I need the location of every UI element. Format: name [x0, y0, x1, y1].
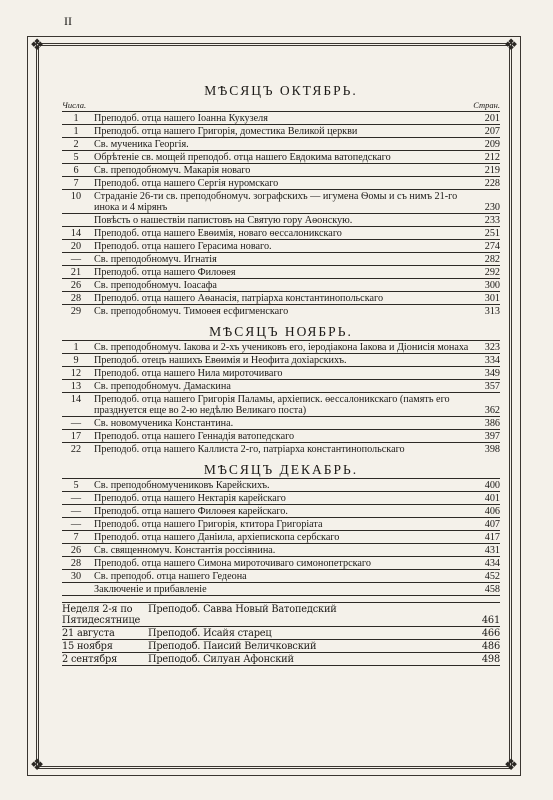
corner-ornament-icon: ❖: [29, 37, 45, 54]
entry-date: 21: [70, 266, 82, 278]
entry-date: 1: [73, 112, 79, 124]
entry-page: 233: [484, 214, 500, 226]
entry-page: 300: [484, 279, 500, 291]
entry-date: 20: [70, 240, 82, 252]
entry-date: 29: [70, 305, 82, 317]
toc-entry: [62, 124, 500, 137]
toc-entry: [62, 239, 500, 252]
entry-page: 209: [484, 138, 500, 150]
entry-page: 274: [484, 240, 500, 252]
entry-title: Преподоб. отца нашего Филоѳея: [94, 266, 236, 278]
entry-date: 30: [70, 570, 82, 582]
column-header-pages: Стран.: [473, 100, 500, 110]
entry-title: Св. преподоб. отца нашего Гедеона: [94, 570, 247, 582]
entry-title: Св. мученика Георгія.: [94, 138, 189, 150]
corner-ornament-icon: ❖: [503, 37, 519, 54]
toc-entry: [62, 353, 500, 366]
entry-title: Преподоб. отца нашего Герасима новаго.: [94, 240, 272, 252]
toc-entry: [62, 442, 500, 455]
entry-page: 251: [484, 227, 500, 239]
toc-entry: [62, 189, 500, 213]
appendix-title: Преподоб. Исайя старец: [148, 627, 272, 639]
toc-entry: [62, 150, 500, 163]
entry-date: —: [70, 505, 82, 517]
month-title: МѢСЯЦЪ НОЯБРЬ.: [209, 324, 353, 339]
appendix-page: 498: [481, 653, 500, 665]
entry-date: 10: [70, 190, 82, 202]
appendix-entry: [62, 652, 500, 666]
entry-date: 7: [73, 531, 79, 543]
toc-entry: [62, 252, 500, 265]
entry-date: 28: [70, 557, 82, 569]
entry-page: 349: [484, 367, 500, 379]
toc-entry: [62, 517, 500, 530]
toc-entry: [62, 569, 500, 582]
table-of-contents: [62, 82, 500, 666]
entry-page: 212: [484, 151, 500, 163]
toc-entry: [62, 137, 500, 150]
corner-ornament-icon: ❖: [29, 757, 45, 774]
toc-entry: [62, 379, 500, 392]
appendix-date: 21 августа: [62, 627, 115, 639]
entry-page: 313: [484, 305, 500, 317]
entry-title: Преподоб. отца нашего Нила мироточиваго: [94, 367, 283, 379]
entry-title: Св. преподобномуч. Дамаскина: [94, 380, 231, 392]
entry-page: 401: [484, 492, 500, 504]
toc-entry: [62, 504, 500, 517]
entry-title: Преподоб. отецъ нашихъ Евѳимія и Неофита дохіарскихъ.: [94, 354, 347, 366]
toc-entry: [62, 111, 500, 124]
entry-date: —: [70, 417, 82, 429]
entry-page: 334: [484, 354, 500, 366]
entry-date: 5: [73, 151, 79, 163]
appendix-date: 2 сентября: [62, 653, 118, 665]
appendix-title: Преподоб. Паисий Величковский: [148, 640, 317, 652]
entry-page: 406: [484, 505, 500, 517]
entry-date: 7: [73, 177, 79, 189]
entry-date: 26: [70, 279, 82, 291]
entry-title: Преподоб. отца нашего Григорія, доместика Великой церкви: [94, 125, 358, 137]
toc-entry: [62, 176, 500, 189]
entry-title: Св. преподобномуч. Іоасафа: [94, 279, 217, 291]
toc-entry: [62, 392, 500, 416]
entry-title: Обрѣтеніе св. мощей преподоб. отца нашего Евдокима ватопедскаго: [94, 151, 391, 163]
entry-title: Св. преподобномуч. Іакова и 2-хъ учениковъ его, іеродіакона Іакова и Діонисія монаха: [94, 341, 469, 353]
toc-entry: [62, 291, 500, 304]
entry-date: 28: [70, 292, 82, 304]
toc-entry: [62, 340, 500, 353]
appendix-entry: [62, 602, 500, 626]
entry-date: 1: [73, 125, 79, 137]
toc-entry: [62, 265, 500, 278]
entry-date: 9: [73, 354, 79, 366]
month-section: [62, 82, 500, 317]
entry-page: 201: [484, 112, 500, 124]
entry-page: 458: [484, 583, 500, 595]
entry-title: Преподоб. отца нашего Іоанна Кукузеля: [94, 112, 268, 124]
month-section: [62, 461, 500, 596]
toc-entry: [62, 366, 500, 379]
entry-page: 434: [484, 557, 500, 569]
entry-title: Преподоб. отца нашего Аѳанасія, патріарха константинопольскаго: [94, 292, 384, 304]
toc-entry: [62, 213, 500, 226]
appendix-page: 486: [481, 640, 500, 652]
toc-entry: [62, 530, 500, 543]
entry-page: 400: [484, 479, 500, 491]
appendix-date: 15 ноября: [62, 640, 113, 652]
entry-title: Повѣсть о нашествіи папистовъ на Святую гору Аѳонскую.: [94, 214, 353, 226]
entry-date: 1: [73, 341, 79, 353]
toc-entry: [62, 556, 500, 569]
entry-title: Св. преподобномуч. Тимоѳея есфигменскаго: [94, 305, 289, 317]
entry-title: Преподоб. отца нашего Даніила, архіепископа сербскаго: [94, 531, 340, 543]
toc-entry: [62, 543, 500, 556]
entry-page: 452: [484, 570, 500, 582]
appendix-title: Преподоб. Савва Новый Ватопедский: [148, 603, 337, 615]
month-section: [62, 323, 500, 455]
entry-date: 14: [70, 227, 82, 239]
toc-entry: [62, 429, 500, 442]
entry-date: 22: [70, 443, 82, 455]
entry-title: Преподоб. отца нашего Геннадія ватопедскаго: [94, 430, 295, 442]
entry-page: 282: [484, 253, 500, 265]
entry-title: Преподоб. отца нашего Сергія нуромскаго: [94, 177, 279, 189]
entry-page: 431: [484, 544, 500, 556]
entry-page: 219: [484, 164, 500, 176]
appendix-entry: [62, 626, 500, 639]
entry-page: 230: [484, 201, 500, 213]
entry-page: 398: [484, 443, 500, 455]
appendix-page: 466: [481, 627, 500, 639]
appendix-title: Преподоб. Силуан Афонский: [148, 653, 294, 665]
entry-date: 2: [73, 138, 79, 150]
entry-title: Св. новомученика Константина.: [94, 417, 234, 429]
appendix-entry: [62, 639, 500, 652]
toc-entry: [62, 416, 500, 429]
toc-entry: [62, 278, 500, 291]
entry-page: 407: [484, 518, 500, 530]
entry-date: 13: [70, 380, 82, 392]
entry-page: 301: [484, 292, 500, 304]
entry-page: 292: [484, 266, 500, 278]
entry-date: —: [70, 518, 82, 530]
appendix-page: 461: [481, 614, 500, 626]
entry-date: —: [70, 492, 82, 504]
entry-title: Св. преподобномуч. Игнатія: [94, 253, 217, 265]
entry-title: Заключеніе и прибавленіе: [94, 583, 207, 595]
entry-date: 26: [70, 544, 82, 556]
entry-date: [62, 584, 90, 595]
entry-title: Преподоб. отца нашего Симона мироточиваго симонопетрскаго: [94, 557, 371, 569]
entry-page: 417: [484, 531, 500, 543]
appendix-list: [62, 602, 500, 666]
entry-date: 14: [70, 393, 82, 405]
entry-date: 6: [73, 164, 79, 176]
toc-entry: [62, 478, 500, 491]
toc-entry: [62, 304, 500, 317]
entry-page: 207: [484, 125, 500, 137]
entry-date: 17: [70, 430, 82, 442]
entry-title: Страданіе 26-ти св. преподобномуч. зографскихъ — игумена Ѳомы и съ нимъ 21-го инока и 4 мірянъ: [94, 190, 458, 213]
entry-page: 357: [484, 380, 500, 392]
entry-page: 386: [484, 417, 500, 429]
entry-title: Преподоб. отца нашего Нектарія карейскаго: [94, 492, 286, 504]
corner-ornament-icon: ❖: [503, 757, 519, 774]
page-number: II: [64, 14, 72, 28]
entry-title: Св. преподобномуч. Макарія новаго: [94, 164, 251, 176]
entry-date: 5: [73, 479, 79, 491]
entry-page: 323: [484, 341, 500, 353]
entry-date: —: [70, 253, 82, 265]
month-title: МѢСЯЦЪ ОКТЯБРЬ.: [204, 83, 358, 98]
toc-entry: [62, 491, 500, 504]
entry-title: Св. преподобномучениковъ Карейскихъ.: [94, 479, 270, 491]
toc-entry: [62, 226, 500, 239]
entry-page: 397: [484, 430, 500, 442]
entry-date: [62, 215, 90, 226]
entry-title: Преподоб. отца нашего Евѳимія, новаго ѳессалоникскаго: [94, 227, 342, 239]
entry-date: 12: [70, 367, 82, 379]
entry-page: 228: [484, 177, 500, 189]
entry-page: 362: [484, 404, 500, 416]
appendix-date: Неделя 2-я по Пятидесятнице: [62, 603, 141, 626]
toc-entry: [62, 163, 500, 176]
entry-title: Св. священномуч. Константія россіянина.: [94, 544, 276, 556]
toc-entry: [62, 582, 500, 595]
month-title: МѢСЯЦЪ ДЕКАБРЬ.: [203, 462, 359, 477]
column-header-dates: Числа.: [62, 100, 87, 110]
entry-title: Преподоб. отца нашего Филоѳея карейскаго.: [94, 505, 288, 517]
entry-title: Преподоб. отца нашего Григорія Паламы, архіеписк. ѳессалоникскаго (память его празднуется еще во 2-ю недѣлю Великаго поста): [94, 393, 450, 416]
column-headers: [62, 99, 500, 111]
entry-title: Преподоб. отца нашего Григорія, ктитора Григоріата: [94, 518, 323, 530]
entry-title: Преподоб. отца нашего Каллиста 2-го, патріарха константинопольскаго: [94, 443, 405, 455]
